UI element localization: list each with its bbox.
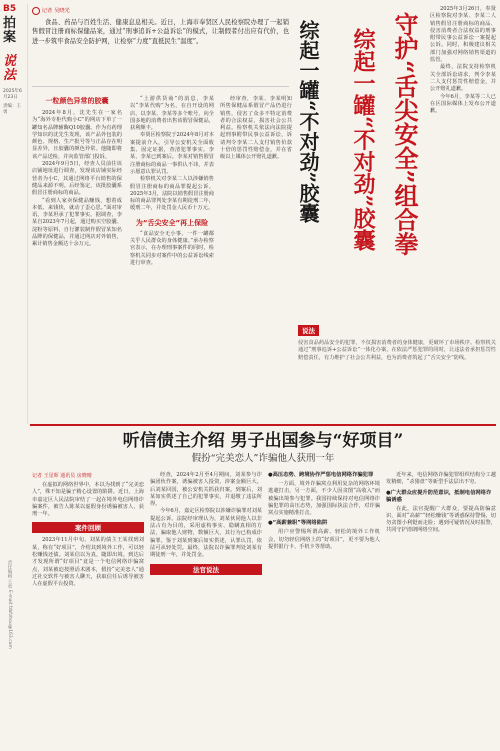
- headline-main-line1: 守护“舌尖安全”组合拳: [390, 12, 419, 256]
- bottom-col2: [150, 472, 262, 579]
- bottom-col3b-para: 用户应警惕所谓高薪、轻松的境外工作机会，切勿轻信网络上的“好项目”，更不要为他人提供银行卡、手机卡等帮助。: [268, 529, 380, 551]
- bottom-reporter: 记者 王星晖 通讯员 房晓晴: [32, 473, 92, 479]
- intro-block: [32, 6, 289, 46]
- section-label-2: 说法: [3, 54, 17, 83]
- section-b-col2: [220, 96, 292, 162]
- comment-title: 说法: [298, 325, 319, 336]
- bottom-col3: [268, 472, 380, 551]
- bottom-headline: [30, 430, 496, 465]
- issue-date: 2025年6月23日: [3, 89, 22, 100]
- editor-label: 责编：: [3, 104, 17, 109]
- section-b-para: 检察机关对李某二人以涉嫌销售假冒注册商标的商品罪提起公诉。2025年3月，法院以销售假冒注册商标的商品罪判处李某有期徒刑二年，缓刑二年，并处罚金人民币十万元。: [130, 176, 214, 212]
- judge-comment-bar: 法官说法: [150, 564, 262, 575]
- section-c-para: 2025年3月26日，奉贤区检察院对李某、李某二人销售假冒注册商标的商品、侵害消费者合法权益的刑事附带民事公益诉讼一案提起公诉。同时，积极建议相关部门加强对网络销售渠道的监管。: [430, 6, 496, 64]
- comment-box: [298, 318, 496, 362]
- editor-name: 王勇: [3, 104, 21, 115]
- section-c: [430, 6, 496, 115]
- section-b-para: “食品安全无小事，一件一罐都关乎人民群众的身体健康。”承办检察官表示，在办理刑事案件的同时，检察机关同步对案件中的公益诉讼线索进行审查。: [130, 230, 214, 266]
- section-b-para: 奉贤区检察院于2024年8月对本案提前介入，引导公安机关全面收集、固定证据，查清犯罪事实。李某、李某已到案后。李某对销售假冒注册商标的商品一事供认不讳，并表示愿意认罪认罚。: [130, 132, 214, 175]
- bottom-col3b-title: ●“高薪兼职”等网络陷阱: [268, 520, 328, 527]
- section-a-para: “看到人家卖保健品赚钱，想着成本低、来钱快，就动了歪心思。”面对审讯，李某坦承了犯罪事实。据调查，李某自2023年7月起，通过购买空胶囊、淀粉等原料，自行灌装制作假冒某知名品牌的保健品，并通过网店对外销售，累计销售金额达十余万元。: [32, 197, 122, 248]
- bottom-col2-para: 经查，2024年2月至4月期间，刘某参与诈骗团伙作案，诱骗被害人投资，涉案金额巨大。后刘某回国，被公安机关抓获归案。到案后，刘某如实供述了自己的犯罪事实，并退缴了违法所得。: [150, 472, 262, 508]
- page-number: B5: [3, 4, 17, 14]
- section-b-para: “上游供货商”的消息，李某以“李某代购”为名，在自开设的网店、以李某、李某等多个账号，向全国多地的消费者出售该假冒保健品，获利颇丰。: [130, 96, 214, 132]
- bottom-col4: [386, 472, 496, 535]
- case-review-bar: 案件回顾: [32, 522, 144, 533]
- section-b: [130, 96, 214, 267]
- case-text: 2023年11月中旬，刘某的债主王某找到刘某，称有“好项目”，介绍其到境外工作，可以轻松赚钱还债。刘某信以为真，随即出境。到达后才发现所谓“好项目”竟是一个电信网络诈骗窝点，刘某被迫按照话术剧本，假扮“完美恋人”通过社交软件与被害人聊天，获取信任后诱导被害人在虚假平台投资。: [32, 537, 144, 588]
- section-c-para: 今年6月，李某等二人已在区国际媒体上发布公开道歉。: [430, 93, 496, 115]
- section-label-1: 拍案: [3, 16, 17, 45]
- section-c-para: 经审查，李某、李某明知所售保健品系假冒产品仍进行销售，侵害了众多不特定消费者的合法权益，损害社会公共利益。检察机关依法向法院提起刑事附带民事公益诉讼，诉请判令李某二人支付销售价款十倍的惩罚性赔偿金，并在省级以上媒体公开赔礼道歉。: [220, 96, 292, 161]
- section-b-subheading: 为“舌尖安全”再上保险: [135, 218, 209, 227]
- headline-sub: 综起一罐“不对劲”胶囊: [296, 20, 320, 224]
- section-a-para: 2024年8月，沈先生在一家名为“海外专柜代购小C”的网店下单了一罐知名品牌辅酶Q10胶囊。作为有药理学知识的沈先生发现，该产品外包装的颜色、规格、生产批号等与正品存在明显差异，且胶囊的颜色异常。他随即将该产品送检，并向监管部门投诉。: [32, 110, 122, 160]
- masthead: [3, 4, 25, 116]
- bottom-col3-para: 一方面，境外诈骗窝点利用复杂的网络环境逃避打击，另一方面，不少人因贪图“高收入”而被骗出境参与犯罪。我国持续保持对电信网络诈骗犯罪的高压态势，加强国际执法合作，对诈骗窝点实施精准打击。: [268, 481, 380, 517]
- bottom-col4b-para: 在此，法官提醒广大群众，要提高防骗意识，面对“高薪”“轻松赚钱”等诱惑保持警惕，切勿贪图小利铤而走险；遇到可疑情况及时报警，共同守护清朗网络空间。: [386, 505, 496, 534]
- bottom-headline-sub: 假扮“完美恋人”诈骗他人获刑一年: [191, 453, 335, 464]
- comment-text: 侵害食品药品安全的犯罪，不仅损害消费者的身体健康，更破坏了市场秩序。检察机关通过“刑事追诉+公益诉讼”一体化办案，在依法严惩犯罪的同时，让违法者承担惩罚性赔偿责任，有力维护了社会公共利益，也为消费者筑起了“舌尖安全”防线。: [298, 340, 496, 361]
- bottom-headline-main: 听信债主介绍 男子出国参与“好项目”: [122, 431, 404, 451]
- intro-lead: 食品、药品与百姓生活、健康息息相关。近日，上海市奉贤区人民检察院办理了一起销售假冒注册商标保健品案，通过“刑事追诉+公益诉讼”的模式，让制假者付出应有代价，也进一步筑牢食品安全防护网，让检察“力度”直抵民生“温度”。: [32, 18, 289, 45]
- bottom-col1: [32, 472, 144, 589]
- bottom-col2-para: 今年6月，嘉定区检察院以涉嫌诈骗罪对刘某提起公诉。法院经审理认为，刘某伙同他人以非法占有为目的，采用虚构事实、隐瞒真相的方法，骗取他人财物，数额巨大，其行为已构成诈骗罪。鉴于刘某到案后如实供述，认罪认罚，依法可从轻处罚。最终，法院以诈骗罪判处刘某有期徒刑一年，并处罚金。: [150, 508, 262, 559]
- section-a: [32, 96, 122, 249]
- intro-reporter: 记者 吴晓光: [32, 6, 289, 15]
- side-note: 责任编辑 王勇 E-mail:fzbfzhou@163.com: [7, 560, 12, 649]
- section-a-title: 一粒颜色异常的胶囊: [45, 97, 109, 105]
- bottom-intro: 在虚拟的网络世界中，本以为找到了“完美恋人”，殊不知是骗子精心设置的陷阱。近日，上海市嘉定区人民法院审结了一起在境外电信网络诈骗案件，被告人陈某以虚假身份诱骗被害人，获刑一年。: [32, 482, 144, 518]
- section-a-para: 2024年9月5日，经查人员前往该店铺地址进行调查，发现该店铺实际经营者为小C，其通过网络平台销售的保健品来源不明。后经鉴定，该批胶囊系假冒注册商标的商品。: [32, 161, 122, 197]
- bottom-col3-title: ●高压态势、跨境协作严惩电信网络诈骗犯罪: [268, 472, 374, 478]
- bottom-col4b-title: ●广大群众应提升防范意识，抵制电信网络诈骗诱惑: [386, 489, 492, 503]
- main-headline: [318, 10, 424, 310]
- headline-main-line2: 综起一罐“不对劲”胶囊: [350, 28, 376, 252]
- bottom-col4-para: 近年来，电信网络诈骗犯罪组织结构分工越发精细，“杀猪盘”等新型手法层出不穷。: [386, 472, 496, 486]
- section-c-para: 最终，法院支持检察机关全部诉讼请求，判令李某二人支付惩罚性赔偿金，并公开赔礼道歉。: [430, 64, 496, 93]
- pen-icon: [32, 7, 40, 15]
